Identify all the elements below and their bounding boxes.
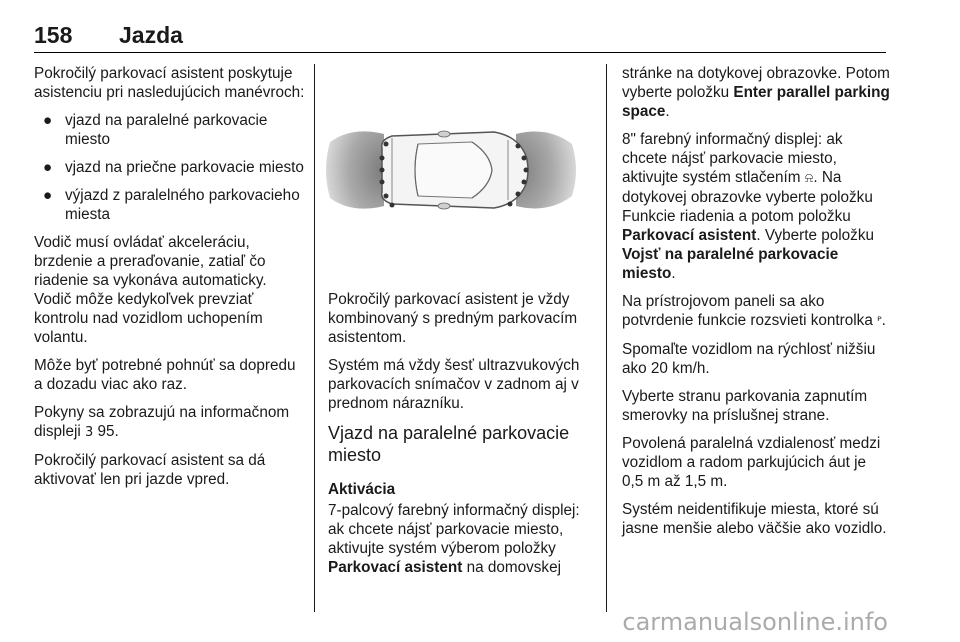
paragraph: Pokročilý parkovací asistent je vždy kombinovaný s predným parkovacím asistentom. — [328, 291, 578, 346]
page-reference[interactable]: 95. — [93, 423, 119, 440]
subheading: Aktivácia — [328, 481, 396, 498]
bullet-icon: ● — [43, 159, 53, 176]
paragraph: Vodič musí ovládať akceleráciu, brzdenie a preraďovanie, zatiaľ čo riadenie sa vykonáva automaticky. Vodič môže kedykoľvek prevziať kontrolu nad vozidlom uchopením volantu. — [34, 234, 267, 346]
list-item: ● výjazd z paralelného parkovacieho miesta — [43, 187, 300, 223]
paragraph: Môže byť potrebné pohnúť sa dopredu a dozadu viac ako raz. — [34, 357, 296, 393]
paragraph: Na prístrojovom paneli sa ako potvrdenie funkcie rozsvieti kontrolka ᴾ. — [622, 293, 886, 329]
parking-button-icon: ⍾ — [804, 171, 814, 186]
page-reference-icon: 3 — [85, 425, 94, 440]
paragraph: Pokyny sa zobrazujú na informačnom displeji 3 95. — [34, 404, 290, 440]
paragraph: Vyberte stranu parkovania zapnutím smerovky na príslušnej strane. — [622, 388, 868, 424]
paragraph: Spomaľte vozidlom na rýchlosť nižšiu ako 20 km/h. — [622, 341, 876, 377]
maneuver-list — [34, 111, 306, 224]
car-top-view — [382, 131, 528, 209]
column-2 — [328, 290, 598, 586]
paragraph: Pokročilý parkovací asistent sa dá aktivovať len pri jazde vpred. — [34, 452, 266, 488]
intro-paragraph: Pokročilý parkovací asistent poskytuje asistenciu pri nasledujúcich manévroch: — [34, 65, 305, 101]
column-1 — [34, 64, 306, 498]
watermark: carmanualsonline.info — [622, 608, 888, 636]
paragraph: 7-palcový farebný informačný displej: ak chcete nájsť parkovacie miesto, aktivujte systém výberom položky Parkovací asistent na domovskej — [328, 502, 580, 576]
page-number: 158 — [34, 22, 73, 48]
page-header — [34, 22, 886, 53]
car-sensor-illustration — [322, 64, 600, 276]
bullet-icon: ● — [43, 187, 53, 204]
paragraph: 8" farebný informačný displej: ak chcete nájsť parkovacie miesto, aktivujte systém stlačením ⍾. Na dotykovej obrazovke vyberte položku Funkcie riadenia a potom položku Parkovací asistent. Vyberte položku Vojsť na paralelné parkovacie miesto. — [622, 131, 874, 282]
parking-indicator-icon: ᴾ — [877, 314, 882, 328]
column-divider — [606, 64, 607, 612]
rear-sensor-field — [326, 131, 384, 208]
column-3 — [622, 64, 890, 547]
list-item: ● vjazd na priečne parkovacie miesto — [43, 159, 304, 176]
chapter-title: Jazda — [119, 22, 183, 48]
paragraph: stránke na dotykovej obrazovke. Potom vyberte položku Enter parallel parking space. — [622, 65, 890, 120]
bullet-icon: ● — [43, 112, 53, 129]
column-divider — [314, 64, 315, 612]
paragraph: Systém má vždy šesť ultrazvukových parkovacích snímačov v zadnom aj v prednom nárazníku. — [328, 357, 580, 412]
paragraph: Systém neidentifikuje miesta, ktoré sú jasne menšie alebo väčšie ako vozidlo. — [622, 501, 887, 537]
list-item: ● vjazd na paralelné parkovacie miesto — [43, 112, 268, 148]
paragraph: Povolená paralelná vzdialenosť medzi vozidlom a radom parkujúcich áut je 0,5 m až 1,5 m. — [622, 435, 881, 490]
section-heading: Vjazd na paralelné parkovacie miesto — [328, 423, 570, 465]
